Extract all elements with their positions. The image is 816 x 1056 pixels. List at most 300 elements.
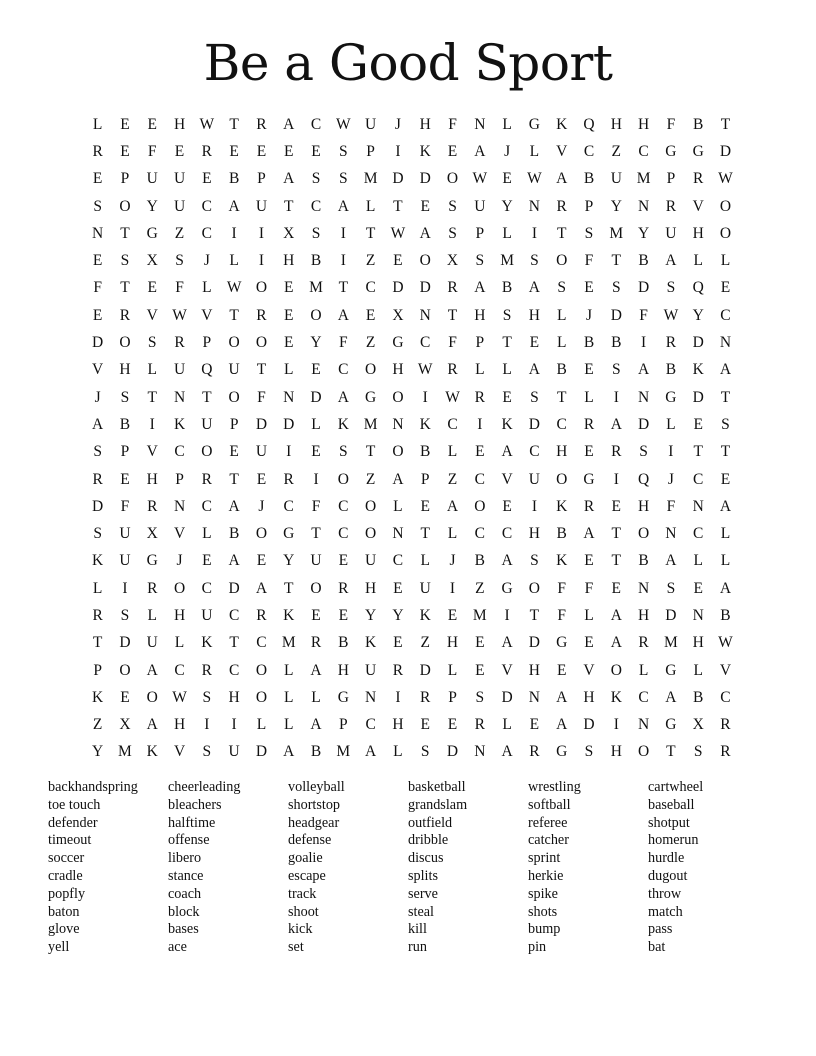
word-list-item: sprint [528,850,561,867]
grid-letter: F [448,334,457,352]
grid-letter: R [583,415,595,433]
grid-letter: B [693,688,704,706]
grid-letter: N [719,334,732,352]
grid-letter: K [92,552,104,570]
grid-letter: R [256,115,267,133]
grid-letter: W [172,688,187,706]
grid-letter: A [556,688,568,706]
grid-letter: T [720,388,731,406]
grid-letter: D [583,716,595,734]
word-list-item: baseball [648,796,695,813]
grid-letter: M [636,170,651,188]
grid-letter: E [529,716,540,734]
grid-letter: F [584,579,594,597]
grid-letter: G [146,552,158,570]
grid-letter: G [665,388,677,406]
grid-letter: P [475,334,485,352]
grid-letter: L [229,252,239,270]
grid-letter: I [449,579,456,597]
grid-letter: I [258,224,265,242]
grid-letter: B [720,606,731,624]
grid-letter: P [475,224,485,242]
grid-letter: V [719,661,732,679]
grid-letter: U [365,552,377,570]
grid-letter: E [202,552,212,570]
grid-letter: C [693,525,704,543]
grid-letter: B [420,443,431,461]
grid-letter: E [693,579,703,597]
grid-letter: E [584,279,594,297]
grid-letter: O [419,252,431,270]
grid-letter: H [173,716,186,734]
word-list-item: popfly [48,885,86,902]
grid-letter: I [504,606,510,624]
grid-letter: C [228,661,240,679]
grid-letter: R [420,688,431,706]
grid-letter: F [448,115,457,133]
word-list-item: coach [168,885,202,902]
grid-letter: C [310,115,322,133]
word-list-item: libero [168,850,202,867]
grid-letter: A [719,361,732,379]
grid-letter: N [692,606,704,624]
grid-letter: N [528,688,540,706]
grid-letter: O [255,661,268,679]
grid-letter: X [146,525,158,543]
grid-letter: S [721,415,730,433]
grid-letter: E [475,443,485,461]
grid-letter: R [310,634,322,652]
grid-letter: O [365,361,377,379]
grid-letter: S [175,252,184,270]
grid-letter: N [637,388,650,406]
word-list-item: bump [528,921,561,938]
grid-letter: N [365,688,377,706]
grid-letter: G [665,716,677,734]
grid-letter: R [92,470,103,488]
grid-letter: P [229,415,239,433]
grid-letter: P [202,334,212,352]
grid-letter: I [340,252,346,270]
grid-letter: U [146,634,158,652]
word-list-item: set [288,939,304,956]
grid-letter: I [613,388,619,406]
grid-letter: Y [146,197,158,215]
grid-letter: P [120,170,130,188]
grid-letter: E [229,142,239,160]
grid-letter: S [311,170,321,188]
grid-letter: J [449,552,456,570]
grid-letter: X [283,224,295,242]
grid-letter: E [611,579,622,597]
grid-letter: E [92,170,103,188]
grid-letter: R [283,470,294,488]
grid-letter: K [501,415,513,433]
word-list-item: catcher [528,832,569,849]
grid-letter: H [228,688,240,706]
grid-letter: H [392,361,404,379]
grid-letter: U [665,224,677,242]
grid-letter: A [556,170,568,188]
grid-letter: W [663,306,679,324]
grid-letter: F [120,497,130,515]
grid-letter: A [446,497,459,515]
grid-letter: A [228,197,240,215]
grid-letter: B [583,334,595,352]
grid-letter: S [120,388,130,406]
grid-letter: T [283,197,294,215]
grid-letter: R [201,142,212,160]
word-list-item: hurdle [648,850,685,867]
word-list-item: block [168,903,200,920]
word-list-item: wrestling [528,779,581,795]
grid-letter: U [173,170,186,188]
word-list-item: kill [408,921,427,938]
grid-letter: W [390,224,406,242]
grid-letter: D [283,415,295,433]
grid-letter: C [201,197,212,215]
grid-letter: A [255,579,268,597]
grid-letter: E [420,716,430,734]
grid-letter: T [611,552,622,570]
word-list-item: dribble [408,832,449,849]
page-title: Be a Good Sport [203,34,613,92]
grid-letter: T [556,388,567,406]
grid-letter: I [122,579,128,597]
grid-letter: A [665,552,677,570]
grid-letter: Z [475,579,485,597]
grid-letter: K [419,606,431,624]
grid-letter: R [201,661,212,679]
grid-letter: B [665,361,677,379]
grid-letter: C [365,279,376,297]
grid-letter: C [556,415,567,433]
grid-letter: H [610,743,622,761]
grid-letter: T [666,743,676,761]
grid-letter: S [693,743,703,761]
grid-letter: O [255,279,268,297]
grid-letter: N [283,388,295,406]
grid-letter: V [173,525,186,543]
grid-letter: J [394,115,401,133]
grid-letter: Y [692,306,704,324]
grid-letter: C [583,142,595,160]
grid-letter: T [229,634,239,652]
word-list-item: outfield [408,814,453,831]
grid-letter: S [611,279,621,297]
grid-letter: Z [420,634,430,652]
grid-letter: O [556,252,568,270]
grid-letter: O [119,661,131,679]
grid-letter: O [146,688,158,706]
grid-letter: K [610,688,622,706]
grid-letter: T [529,606,540,624]
grid-letter: A [146,661,158,679]
grid-letter: F [666,497,676,515]
grid-letter: E [720,279,731,297]
grid-letter: A [228,552,240,570]
grid-letter: W [445,388,460,406]
grid-letter: F [557,606,566,624]
grid-letter: O [365,497,377,515]
grid-letter: N [637,197,650,215]
grid-letter: J [258,497,265,515]
grid-letter: S [530,388,539,406]
grid-letter: S [584,224,594,242]
grid-letter: C [256,634,267,652]
grid-letter: A [92,415,104,433]
grid-letter: X [119,716,131,734]
grid-letter: H [692,224,704,242]
grid-letter: L [584,606,594,624]
word-list-item: grandslam [408,796,468,813]
grid-letter: N [637,579,650,597]
grid-letter: V [501,470,513,488]
grid-letter: P [257,170,266,188]
grid-letter: D [637,279,650,297]
grid-letter: L [693,252,703,270]
grid-letter: L [447,525,458,543]
grid-letter: R [556,197,567,215]
grid-letter: E [256,552,267,570]
grid-letter: H [392,716,404,734]
word-list [48,779,768,957]
grid-letter: W [172,306,187,324]
grid-letter: T [229,306,239,324]
grid-letter: F [584,252,594,270]
grid-letter: A [146,716,158,734]
grid-letter: C [501,525,513,543]
grid-letter: R [447,361,458,379]
grid-letter: L [502,224,512,242]
word-list-item: homerun [648,832,699,849]
grid-letter: I [668,443,674,461]
grid-letter: T [256,361,267,379]
word-list-item: headgear [288,814,340,831]
word-list-item: match [648,903,683,920]
grid-letter: T [611,525,622,543]
grid-letter: E [584,443,594,461]
grid-letter: R [529,743,540,761]
grid-letter: L [283,661,294,679]
grid-letter: S [120,252,130,270]
grid-letter: Y [637,224,650,242]
word-list-item: glove [48,921,80,938]
grid-letter: O [392,388,404,406]
grid-letter: W [527,170,542,188]
grid-letter: E [120,688,130,706]
grid-letter: D [528,634,540,652]
grid-letter: O [119,334,131,352]
grid-letter: C [392,552,404,570]
grid-letter: T [502,334,512,352]
grid-letter: D [501,688,513,706]
grid-letter: C [529,443,540,461]
grid-letter: A [665,252,677,270]
grid-letter: K [556,552,568,570]
word-list-item: toe touch [48,796,101,813]
grid-letter: D [692,334,704,352]
word-list-item: referee [528,814,568,831]
grid-letter: S [611,361,621,379]
grid-letter: K [419,142,431,160]
grid-letter: K [146,743,158,761]
grid-letter: Z [611,142,622,160]
word-list-item: discus [408,850,444,867]
grid-letter: S [475,688,485,706]
grid-letter: J [667,470,674,488]
grid-letter: O [474,497,486,515]
grid-letter: E [202,170,212,188]
grid-letter: H [610,115,622,133]
grid-letter: E [529,334,540,352]
grid-letter: R [611,443,622,461]
grid-letter: R [720,743,731,761]
grid-letter: N [173,388,186,406]
grid-letter: L [720,252,731,270]
word-list-item: defender [48,814,98,831]
grid-letter: E [475,661,485,679]
grid-letter: E [475,634,485,652]
grid-letter: X [692,716,704,734]
grid-letter: R [720,716,731,734]
grid-letter: Y [392,606,404,624]
grid-letter: D [92,497,104,515]
grid-letter: W [718,170,733,188]
grid-letter: B [556,361,567,379]
grid-letter: O [119,197,131,215]
grid-letter: Z [447,470,458,488]
grid-letter: K [283,606,295,624]
grid-letter: B [310,252,322,270]
grid-letter: E [338,552,349,570]
grid-letter: F [339,334,348,352]
grid-letter: O [610,661,622,679]
grid-letter: H [474,306,486,324]
grid-letter: T [311,525,321,543]
grid-letter: S [530,552,539,570]
grid-letter: T [556,224,567,242]
grid-letter: S [639,443,648,461]
grid-letter: E [92,306,103,324]
grid-letter: H [365,579,377,597]
grid-letter: B [583,170,595,188]
grid-letter: U [228,743,240,761]
grid-letter: C [201,224,212,242]
grid-letter: A [665,688,677,706]
word-list-item: run [408,939,427,956]
grid-letter: T [365,224,376,242]
grid-letter: U [255,197,268,215]
grid-letter: L [147,361,157,379]
grid-letter: H [146,470,158,488]
grid-letter: W [199,115,215,133]
grid-letter: J [176,552,183,570]
grid-letter: P [93,661,102,679]
grid-letter: K [337,415,349,433]
grid-letter: N [173,497,186,515]
grid-letter: H [446,634,459,652]
grid-letter: A [310,661,322,679]
grid-letter: C [201,579,212,597]
grid-letter: T [92,634,103,652]
grid-letter: O [719,224,732,242]
grid-letter: E [447,142,458,160]
grid-letter: F [666,115,676,133]
grid-letter: I [204,716,210,734]
grid-letter: E [256,470,267,488]
grid-letter: L [720,525,731,543]
grid-letter: H [283,252,295,270]
grid-letter: T [720,115,731,133]
grid-letter: M [500,252,514,270]
grid-letter: F [311,497,321,515]
grid-letter: S [557,279,566,297]
grid-letter: L [283,716,294,734]
grid-letter: R [119,306,131,324]
grid-letter: G [365,388,377,406]
grid-letter: M [363,170,378,188]
grid-letter: U [119,525,131,543]
grid-letter: S [120,606,130,624]
grid-letter: S [339,443,348,461]
grid-letter: C [338,497,349,515]
grid-letter: L [447,443,458,461]
grid-letter: E [502,497,512,515]
word-list-item: shots [528,903,558,920]
grid-letter: E [502,388,512,406]
grid-letter: V [501,661,513,679]
grid-letter: T [120,279,130,297]
grid-letter: O [173,579,186,597]
word-list-item: pin [528,939,547,956]
grid-letter: R [392,661,404,679]
grid-letter: H [637,606,650,624]
grid-letter: T [120,224,130,242]
grid-letter: G [556,634,568,652]
word-list-item: stance [168,867,204,884]
grid-letter: T [283,579,294,597]
word-list-item: volleyball [288,779,345,795]
grid-letter: D [419,279,431,297]
grid-letter: O [228,388,240,406]
grid-letter: R [174,334,185,352]
grid-letter: A [610,634,622,652]
grid-letter: T [420,525,430,543]
grid-letter: C [174,443,185,461]
grid-letter: B [501,279,513,297]
word-list-item: timeout [48,832,92,849]
grid-letter: B [556,525,567,543]
grid-letter: Z [174,224,185,242]
grid-letter: T [720,443,731,461]
grid-letter: C [447,415,458,433]
grid-letter: E [174,142,185,160]
grid-letter: P [339,716,348,734]
grid-letter: L [393,743,403,761]
grid-letter: C [174,661,185,679]
grid-letter: E [283,279,294,297]
word-list-item: bat [648,939,666,956]
grid-letter: N [392,525,404,543]
grid-letter: E [311,142,321,160]
word-list-item: spike [528,885,558,902]
grid-letter: L [283,361,294,379]
grid-letter: O [255,688,268,706]
grid-letter: O [365,525,377,543]
grid-letter: L [529,142,540,160]
grid-letter: C [283,497,294,515]
